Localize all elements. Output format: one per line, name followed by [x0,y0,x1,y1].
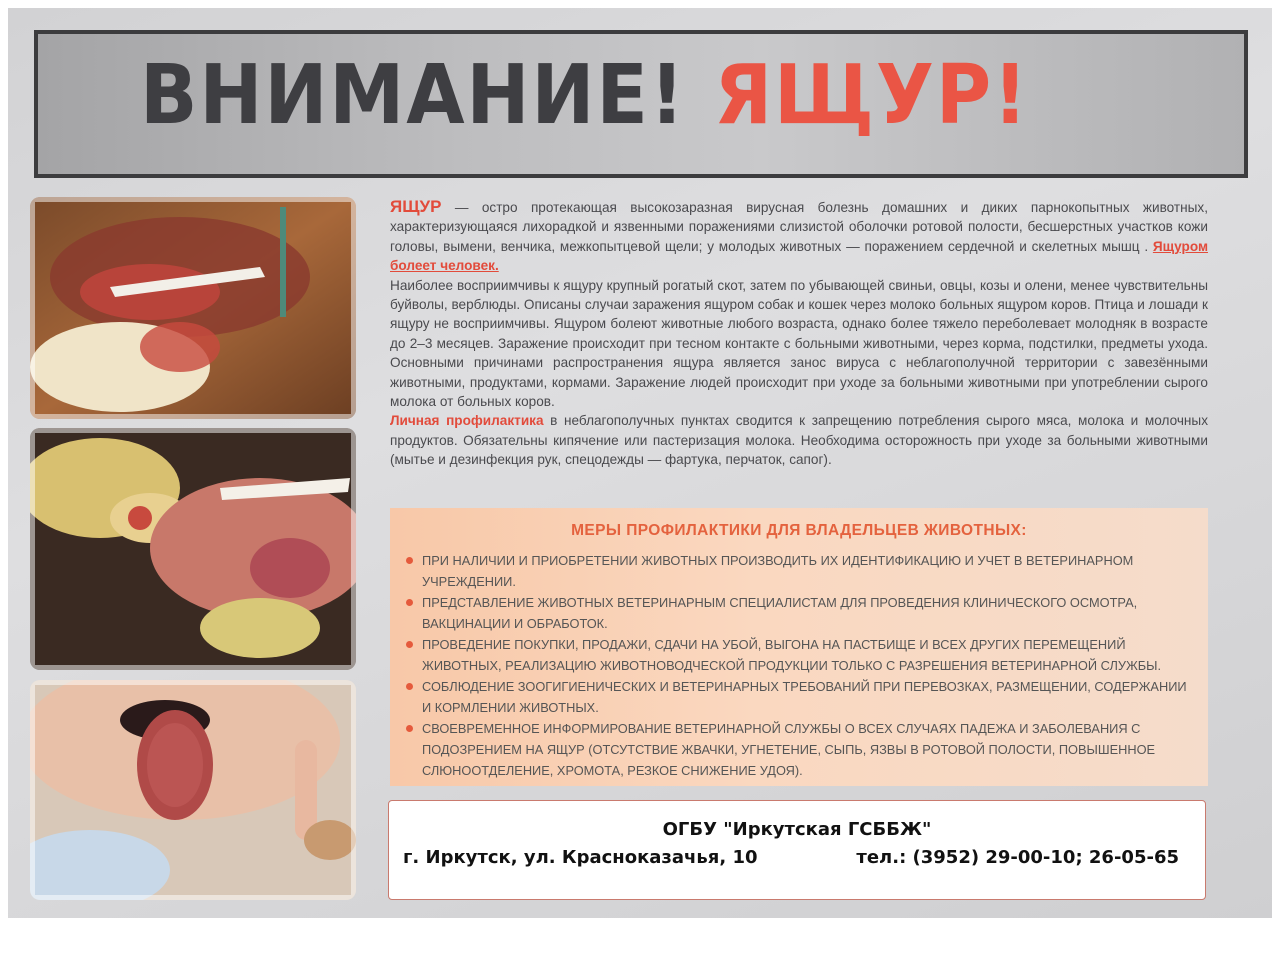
list-item: ПРОВЕДЕНИЕ ПОКУПКИ, ПРОДАЖИ, СДАЧИ НА УБОЙ, ВЫГОНА НА ПАСТБИЩЕ И ВСЕХ ДРУГИХ ПЕРЕМЕЩЕНИЙ ЖИВОТНЫХ, РЕАЛИЗАЦИЮ ЖИВОТНОВОДЧЕСКОЙ ПРОДУКЦИИ ТОЛЬКО С РАЗРЕШЕНИЯ ВЕТЕРИНАРНОЙ СЛУЖБЫ. [402,634,1192,676]
list-item: ПРЕДСТАВЛЕНИЕ ЖИВОТНЫХ ВЕТЕРИНАРНЫМ СПЕЦИАЛИСТАМ ДЛЯ ПРОВЕДЕНИЯ КЛИНИЧЕСКОГО ОСМОТРА, ВАКЦИНАЦИИ И ОБРАБОТОК. [402,592,1192,634]
cow-muzzle-lesions-photo [30,428,356,670]
measures-list [402,550,1192,781]
susceptibility-paragraph: Наиболее восприимчивы к ящуру крупный рогатый скот, затем по убывающей свиньи, овцы, козы и олени, менее чувствительны буйволы, верблюды. Описаны случаи заражения ящуром собак и кошек через молоко больных ящуром коров. Птица и лошади к ящуру не восприимчивы. Ящуром болеют животные любого возраста, однако более тяжело переболевает молодняк в возрасте до 2–3 месяцев. Заражение происходит при тесном контакте с больными животными, через корма, подстилки, предметы ухода. Основными причинами распространения ящура является занос вируса с неблагополучной территории с завезёнными животными, продуктами, кормами. Заражение людей происходит при уходе за больными животными при употреблении сырого молока от больных коров. [390,277,1208,410]
title-attention: ВНИМАНИЕ! [140,48,687,143]
measures-heading: МЕРЫ ПРОФИЛАКТИКИ ДЛЯ ВЛАДЕЛЬЦЕВ ЖИВОТНЫХ: [571,522,1027,539]
organization-address: г. Иркутск, ул. Красноказачья, 10 [403,847,758,868]
cow-mouth-photo [30,197,356,419]
prevention-measures-box [390,508,1208,786]
page-title [140,46,1030,146]
prevention-lead: Личная профилактика [390,413,544,429]
list-item: СОБЛЮДЕНИЕ ЗООГИГИЕНИЧЕСКИХ И ВЕТЕРИНАРНЫХ ТРЕБОВАНИЙ ПРИ ПЕРЕВОЗКАХ, РАЗМЕЩЕНИИ, СОДЕРЖАНИИ И КОРМЛЕНИИ ЖИВОТНЫХ. [402,676,1192,718]
disease-description [390,197,1208,470]
intro-text: — остро протекающая высокозаразная вирусная болезнь домашних и диких парнокопытных животных, характеризующаяся лихорадкой и язвенными поражениями слизистой оболочки ротовой полости, бесшерстных участков кожи головы, вымени, венчика, межкопытцевой щели; у молодых животных — поражением сердечной и скелетных мышц . [390,200,1208,254]
title-disease: ЯЩУР! [714,48,1030,143]
human-warning: Ящуром болеет человек. [390,238,1208,274]
human-tongue-lesions-photo [30,680,356,900]
organization-phone: тел.: (3952) 29-00-10; 26-05-65 [856,847,1179,868]
cow-muzzle-photo [30,428,356,670]
intro-paragraph [390,197,1208,276]
personal-prevention-paragraph [390,411,1208,469]
organization-name: ОГБУ "Иркутская ГСББЖ" [662,819,932,840]
contact-box [388,800,1206,900]
prevention-text: в неблагополучных пунктах сводится к запрещению потребления сырого мяса, молока и молочных продуктов. Обязательны кипячение или пастеризация молока. Необходима осторожность при уходе за больными животными (мытье и дезинфекция рук, спецодежды — фартука, перчаток, сапог). [390,413,1208,468]
lead-word: ЯЩУР [390,197,442,216]
list-item: ПРИ НАЛИЧИИ И ПРИОБРЕТЕНИИ ЖИВОТНЫХ ПРОИЗВОДИТЬ ИХ ИДЕНТИФИКАЦИЮ И УЧЕТ В ВЕТЕРИНАРНОМ УЧРЕЖДЕНИИ. [402,550,1192,592]
human-tongue-photo [30,680,356,900]
list-item: СВОЕВРЕМЕННОЕ ИНФОРМИРОВАНИЕ ВЕТЕРИНАРНОЙ СЛУЖБЫ О ВСЕХ СЛУЧАЯХ ПАДЕЖА И ЗАБОЛЕВАНИЯ С ПОДОЗРЕНИЕМ НА ЯЩУР (ОТСУТСТВИЕ ЖВАЧКИ, УГНЕТЕНИЕ, СЫПЬ, ЯЗВЫ В РОТОВОЙ ПОЛОСТИ, ПОВЫШЕННОЕ СЛЮНООТДЕЛЕНИЕ, ХРОМОТА, РЕЗКОЕ СНИЖЕНИЕ УДОЯ). [402,718,1192,781]
cow-mouth-lesions-photo [30,197,356,419]
